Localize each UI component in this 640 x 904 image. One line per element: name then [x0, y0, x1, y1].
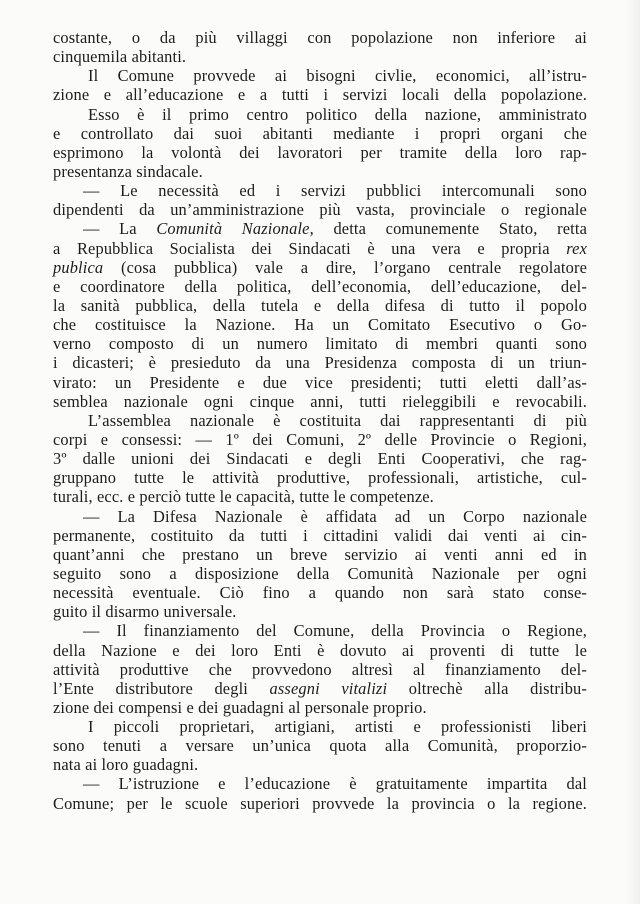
- text-line: verno composto di un numero limitato di membri quanti sono: [53, 334, 587, 354]
- italic-phrase: rex: [566, 238, 587, 258]
- text-line: e coordinatore della politica, dell’economia, dell’educazione, del-: [53, 276, 587, 296]
- italic-phrase: Comunità Nazionale: [156, 219, 310, 239]
- text-line: permanente, costituito da tutti i cittadini validi dai venti ai cin-: [53, 525, 587, 545]
- text-line: gruppano tutte le attività produttive, professionali, artistiche, cul-: [53, 468, 587, 488]
- text-line: che costituisce la Nazione. Ha un Comitato Esecutivo o Go-: [53, 315, 587, 335]
- text-line: semblea nazionale ogni cinque anni, tutti rieleggibili e revocabili.: [53, 391, 587, 411]
- text-run: — La: [83, 219, 157, 239]
- text-line: la sanità pubblica, della tutela e della difesa di tutto il popolo: [53, 295, 587, 315]
- text-line: L’assemblea nazionale è costituita dai rappresentanti di più: [88, 410, 587, 430]
- text-line: — La Difesa Nazionale è affidata ad un Corpo nazionale: [83, 506, 587, 526]
- text-line: dipendenti da un’amministrazione più vasta, provinciale o regionale: [53, 200, 587, 220]
- text-line: Esso è il primo centro politico della nazione, amministrato: [88, 104, 587, 124]
- text-line: [53, 679, 587, 698]
- text-run: a Repubblica Socialista dei Sindacati è una vera e propria: [53, 238, 567, 258]
- text-line: i dicasteri; è presieduto da una Presidenza composta di un triun-: [53, 353, 587, 373]
- italic-phrase: publica: [53, 257, 104, 277]
- text-line: corpi e consessi: — 1º dei Comuni, 2º delle Provincie o Regioni,: [53, 429, 587, 449]
- text-line: costante, o da più villaggi con popolazione non inferiore ai: [53, 28, 587, 47]
- text-line: — L’istruzione e l’educazione è gratuitamente impartita dal: [83, 774, 587, 794]
- text-run: (cosa pubblica) vale a dire, l’organo centrale regolatore: [103, 257, 587, 277]
- page-edge-shadow: [626, 0, 640, 904]
- text-line: I piccoli proprietari, artigiani, artisti e professionisti liberi: [88, 717, 587, 737]
- text-line: — Il finanziamento del Comune, della Provincia o Regione,: [83, 621, 587, 641]
- text-run: , detta comunemente Stato, retta: [309, 219, 587, 239]
- text-line: Il Comune provvede ai bisogni civlie, economici, all’istru-: [88, 66, 587, 86]
- text-line: Comune; per le scuole superiori provvede la provincia o la regione.: [53, 793, 587, 813]
- text-line: quant’anni che prestano un breve servizio ai venti anni ed in: [53, 544, 587, 564]
- text-line: della Nazione e dei loro Enti è dovuto ai proventi di tutte le: [53, 640, 587, 660]
- text-line: virato: un Presidente e due vice presidenti; tutti eletti dall’as-: [53, 372, 587, 392]
- text-line: presentanza sindacale.: [53, 161, 203, 181]
- text-line: zione dei compensi e dei guadagni al personale proprio.: [53, 697, 427, 717]
- text-line: [53, 258, 587, 277]
- text-run: l’Ente distributore degli: [53, 678, 270, 698]
- text-line: seguito sono a disposizione della Comunità Nazionale per ogni: [53, 563, 587, 583]
- text-line: turali, ecc. e perciò tutte le capacità, tutte le competenze.: [53, 487, 434, 507]
- text-line: sono tenuti a versare un’unica quota alla Comunità, proporzio-: [53, 736, 587, 756]
- text-line: zione e all’educazione e a tutti i servizi locali della popolazione.: [53, 85, 587, 105]
- italic-phrase: assegni vitalizi: [269, 678, 388, 698]
- text-line: guito il disarmo universale.: [53, 602, 237, 622]
- text-line: nata ai loro guadagni.: [53, 755, 199, 775]
- text-line: necessità eventuale. Ciò fino a quando non sarà stato conse-: [53, 583, 587, 603]
- text-line: [53, 219, 587, 238]
- text-run: oltrechè alla distribu-: [387, 678, 587, 698]
- text-line: cinquemila abitanti.: [53, 47, 187, 67]
- text-line: 3º dalle unioni dei Sindacati e degli Enti Cooperativi, che rag-: [53, 449, 587, 469]
- text-line: [53, 239, 587, 258]
- text-line: attività produttive che provvedono altresì al finanziamento del-: [53, 659, 587, 679]
- body-text: [53, 28, 587, 813]
- text-line: — Le necessità ed i servizi pubblici intercomunali sono: [83, 181, 587, 201]
- text-line: e controllato dai suoi abitanti mediante i propri organi che: [53, 123, 587, 143]
- text-line: esprimono la volontà dei lavoratori per tramite della loro rap-: [53, 142, 587, 162]
